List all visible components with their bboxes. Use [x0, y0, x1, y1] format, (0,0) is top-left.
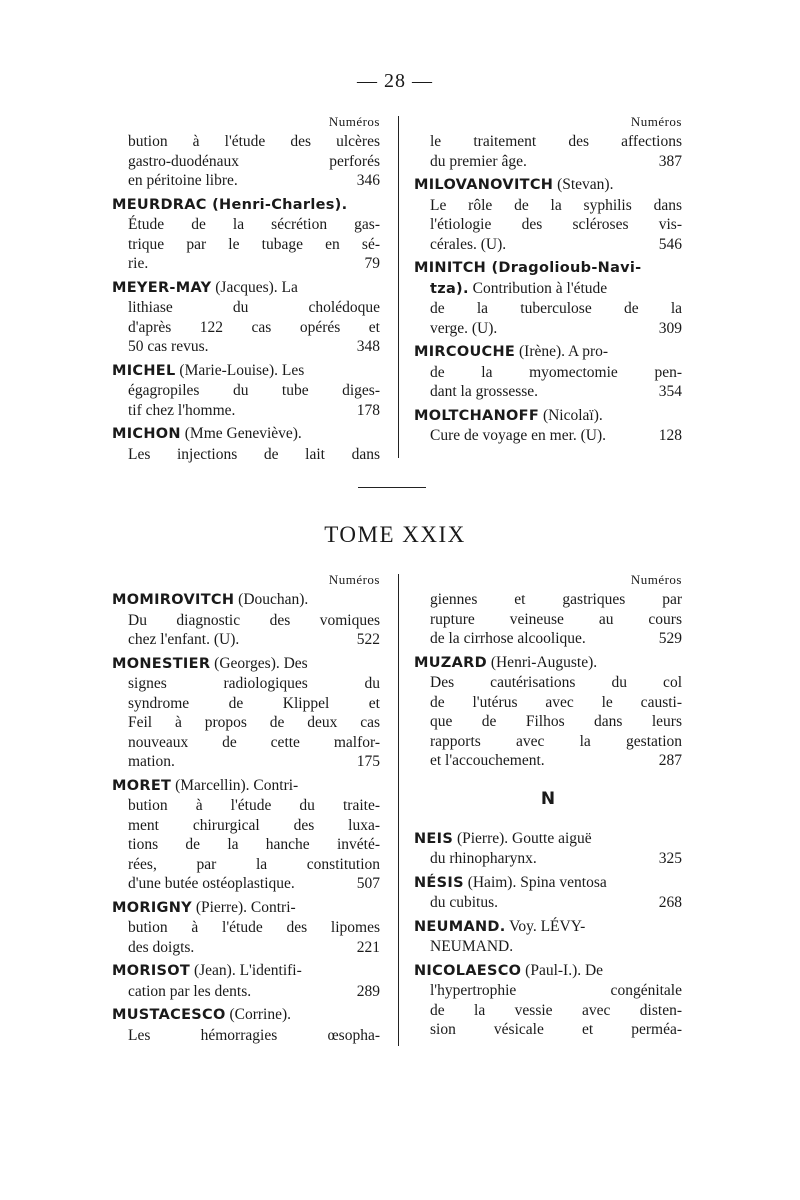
- tome-28-section: [112, 112, 684, 462]
- index-entry: [414, 132, 682, 171]
- thesis-number: 507: [356, 875, 380, 892]
- entry-text: de la myomectomie pen-: [430, 363, 682, 381]
- author-name: MORISOT: [112, 963, 191, 979]
- entry-text: (Irène). A pro-: [515, 343, 609, 360]
- index-entry: [414, 175, 682, 254]
- thesis-number: 178: [356, 401, 380, 419]
- entry-text: (Stevan).: [553, 176, 614, 193]
- tome-29-right-column: [414, 570, 682, 1044]
- entry-line: [112, 171, 380, 191]
- entry-text: (Henri-Auguste).: [486, 653, 598, 671]
- thesis-number: 522: [356, 631, 380, 648]
- index-entry: [112, 776, 380, 894]
- entry-text: (Marcellin). Contri-: [171, 776, 299, 794]
- tome-28-right-column: [414, 112, 682, 450]
- author-name: MONESTIER: [112, 655, 211, 672]
- entry-line: [112, 445, 380, 465]
- entry-line: [112, 318, 380, 338]
- entry-text: égagropiles du tube diges-: [128, 382, 380, 399]
- tome-28-left-column: [112, 112, 380, 468]
- entry-line: [414, 653, 682, 674]
- entry-text: dant la grossesse.: [430, 383, 539, 400]
- entry-list: [414, 590, 682, 771]
- entry-line: [414, 215, 682, 235]
- entry-text: signes radiologiques du: [128, 675, 380, 692]
- entry-line: [414, 961, 682, 982]
- index-entry: [414, 829, 682, 869]
- author-name: NÉSIS: [414, 874, 464, 891]
- entry-text: d'une butée ostéoplastique.: [128, 875, 295, 892]
- entry-line: [112, 195, 380, 216]
- author-name: NEUMAND.: [414, 918, 506, 935]
- entry-text: (Haim). Spina ventosa: [463, 873, 607, 891]
- entry-text: (Corrine).: [225, 1006, 292, 1023]
- entry-line: [112, 796, 380, 816]
- entry-line: [112, 401, 380, 421]
- entry-text: cérales. (U).: [430, 235, 507, 253]
- entry-text: rapports avec la gestation: [430, 732, 682, 750]
- index-entry: [112, 424, 380, 464]
- entry-line: [414, 917, 682, 938]
- entry-text: du rhinopharynx.: [430, 850, 537, 867]
- entry-line: [112, 337, 380, 357]
- entry-line: [112, 752, 380, 772]
- entry-text: de la cirrhose alcoolique.: [430, 630, 586, 647]
- entry-line: [414, 258, 682, 279]
- entry-text: du premier âge.: [430, 152, 527, 170]
- entry-line: [112, 254, 380, 274]
- entry-line: [414, 132, 682, 152]
- tome-title: TOME XXIX: [324, 522, 466, 547]
- entry-line: [112, 361, 380, 382]
- thesis-number: 354: [658, 383, 682, 400]
- author-name: MINITCH (Dragolioub-Navi-: [414, 260, 642, 276]
- entry-text: (Nicolaï).: [539, 406, 603, 424]
- entry-text: gastro-duodénaux perforés: [128, 152, 380, 170]
- entry-line: [414, 829, 682, 850]
- column-header-numeros: Numéros: [328, 572, 380, 587]
- index-entry: [112, 898, 380, 958]
- entry-text: NEUMAND.: [430, 938, 514, 955]
- entry-text: Voy. LÉVY-: [505, 917, 586, 935]
- entry-text: lithiase du cholédoque: [128, 299, 380, 316]
- index-entry: [112, 654, 380, 772]
- entry-text: (Jacques). La: [211, 278, 298, 296]
- entry-text: Les injections de lait dans: [128, 445, 380, 463]
- entry-text: sion vésicale et perméa-: [430, 1021, 682, 1038]
- entry-text: le traitement des affections: [430, 133, 682, 150]
- entry-line: [112, 816, 380, 836]
- entry-line: [414, 693, 682, 713]
- entry-line: [112, 1026, 380, 1046]
- entry-line: [112, 713, 380, 733]
- entry-text: (Pierre). Goutte aiguë: [453, 829, 592, 847]
- entry-line: [414, 937, 682, 957]
- entry-line: [112, 630, 380, 650]
- entry-line: [414, 849, 682, 869]
- entry-text: cation par les dents.: [128, 982, 252, 1000]
- author-name: MUSTACESCO: [112, 1007, 226, 1023]
- entry-line: [414, 629, 682, 649]
- entry-text: Des cautérisations du col: [430, 674, 682, 691]
- entry-line: [112, 590, 380, 611]
- entry-text: de l'utérus avec le causti-: [430, 693, 682, 711]
- entry-text: (Pierre). Contri-: [191, 898, 296, 916]
- entry-text: (Paul-I.). De: [521, 961, 604, 979]
- entry-line: [112, 776, 380, 797]
- entry-line: [112, 694, 380, 714]
- index-entry: [414, 873, 682, 913]
- entry-text: d'après 122 cas opérés et: [128, 318, 380, 336]
- entry-line: [414, 196, 682, 216]
- entry-text: tions de la hanche invété-: [128, 836, 380, 853]
- entry-text: des doigts.: [128, 938, 195, 956]
- author-name: MEURDRAC (Henri-Charles).: [112, 196, 348, 213]
- entry-line: [414, 382, 682, 402]
- entry-line: [414, 893, 682, 913]
- index-entry: [112, 590, 380, 650]
- entry-text: tif chez l'homme.: [128, 401, 236, 419]
- thesis-number: 529: [658, 630, 682, 647]
- index-entry: [414, 258, 682, 338]
- author-name: MIRCOUCHE: [414, 344, 516, 360]
- entry-line: [414, 751, 682, 771]
- tome-29-section: [112, 570, 684, 1050]
- entry-text: rées, par la constitution: [128, 855, 380, 873]
- entry-line: [414, 342, 682, 363]
- entry-line: [414, 235, 682, 255]
- entry-line: [414, 406, 682, 427]
- entry-text: Du diagnostic des vomiques: [128, 611, 380, 629]
- entry-line: [414, 873, 682, 894]
- entry-text: Étude de la sécrétion gas-: [128, 216, 380, 233]
- index-entry: [414, 961, 682, 1040]
- author-name: NEIS: [414, 830, 454, 847]
- entry-text: rupture veineuse au cours: [430, 610, 682, 628]
- entry-line: [414, 279, 682, 300]
- entry-list: [414, 829, 682, 1040]
- author-name: MUZARD: [414, 654, 487, 671]
- entry-line: [112, 215, 380, 235]
- entry-text: (Douchan).: [234, 591, 309, 608]
- column-divider: [398, 574, 399, 1046]
- thesis-number: 175: [356, 753, 380, 770]
- entry-line: [414, 732, 682, 752]
- letter-heading: N: [540, 788, 556, 809]
- entry-line: [112, 235, 380, 255]
- entry-list: [112, 590, 380, 1045]
- entry-line: [112, 938, 380, 958]
- entry-line: [112, 152, 380, 172]
- author-name: MEYER-MAY: [112, 279, 212, 296]
- entry-line: [414, 1001, 682, 1021]
- author-name: NICOLAESCO: [414, 962, 522, 979]
- thesis-number: 268: [658, 894, 682, 911]
- entry-list: [414, 132, 682, 446]
- entry-text: bution à l'étude du traite-: [128, 797, 380, 814]
- entry-line: [414, 363, 682, 383]
- entry-text: verge. (U).: [430, 319, 498, 337]
- thesis-number: 387: [658, 152, 682, 170]
- entry-line: [112, 855, 380, 875]
- section-rule: [358, 487, 426, 488]
- entry-text: mation.: [128, 753, 175, 770]
- thesis-number: 546: [658, 235, 682, 253]
- entry-text: giennes et gastriques par: [430, 591, 682, 608]
- index-entry: [414, 342, 682, 402]
- entry-line: [112, 918, 380, 938]
- entry-text: (Mme Geneviève).: [180, 425, 302, 442]
- entry-text: en péritoine libre.: [128, 172, 238, 189]
- entry-text: que de Filhos dans leurs: [430, 713, 682, 730]
- entry-text: syndrome de Klippel et: [128, 694, 380, 712]
- entry-text: bution à l'étude des lipomes: [128, 919, 380, 936]
- entry-line: [112, 298, 380, 318]
- entry-text: Contribution à l'étude: [468, 279, 608, 297]
- entry-line: [112, 961, 380, 982]
- entry-text: et l'accouchement.: [430, 752, 545, 769]
- index-entry: [112, 132, 380, 191]
- entry-line: [414, 610, 682, 630]
- column-divider: [398, 116, 399, 458]
- thesis-number: 221: [356, 938, 380, 956]
- author-name: MILOVANOVITCH: [414, 177, 554, 193]
- author-name: MORIGNY: [112, 899, 192, 916]
- entry-text: (Georges). Des: [210, 654, 308, 672]
- entry-line: [112, 424, 380, 445]
- entry-line: [112, 381, 380, 401]
- entry-line: [414, 319, 682, 339]
- entry-text: trique par le tubage en sé-: [128, 235, 380, 253]
- entry-line: [414, 299, 682, 319]
- entry-line: [414, 1020, 682, 1040]
- entry-line: [414, 590, 682, 610]
- entry-text: bution à l'étude des ulcères: [128, 133, 380, 150]
- thesis-number: 348: [356, 338, 380, 355]
- index-entry: [414, 653, 682, 771]
- entry-line: [112, 733, 380, 753]
- author-name: MORET: [112, 777, 172, 794]
- entry-text: ment chirurgical des luxa-: [128, 816, 380, 834]
- index-entry: [112, 195, 380, 274]
- entry-text: Cure de voyage en mer. (U).: [430, 427, 607, 444]
- author-name: MOMIROVITCH: [112, 592, 235, 608]
- entry-line: [112, 898, 380, 919]
- entry-text: rie.: [128, 255, 149, 272]
- author-name: MICHEL: [112, 362, 176, 379]
- tome-29-left-column: [112, 570, 380, 1049]
- author-name: MOLTCHANOFF: [414, 407, 540, 424]
- author-name: MICHON: [112, 426, 181, 442]
- column-header-numeros: Numéros: [630, 114, 682, 129]
- index-entry: [112, 961, 380, 1001]
- index-entry: [414, 590, 682, 649]
- entry-text: Feil à propos de deux cas: [128, 714, 380, 731]
- entry-line: [112, 132, 380, 152]
- entry-line: [414, 426, 682, 446]
- entry-text: Le rôle de la syphilis dans: [430, 196, 682, 214]
- index-entry: [414, 917, 682, 957]
- thesis-number: 325: [658, 850, 682, 867]
- author-name: tza).: [430, 280, 469, 297]
- index-entry: [112, 1005, 380, 1045]
- entry-line: [414, 981, 682, 1001]
- entry-text: du cubitus.: [430, 894, 499, 911]
- thesis-number: 287: [658, 752, 682, 769]
- index-entry: [112, 278, 380, 357]
- entry-text: (Marie-Louise). Les: [175, 361, 305, 379]
- page-number: — 28 —: [357, 70, 433, 92]
- thesis-number: 309: [658, 319, 682, 337]
- entry-line: [112, 835, 380, 855]
- entry-list: [112, 132, 380, 464]
- entry-line: [112, 278, 380, 299]
- entry-line: [112, 674, 380, 694]
- entry-text: l'hypertrophie congénitale: [430, 982, 682, 999]
- entry-line: [112, 874, 380, 894]
- entry-text: (Jean). L'identifi-: [190, 962, 302, 979]
- column-header-numeros: Numéros: [630, 572, 682, 587]
- entry-line: [112, 1005, 380, 1026]
- entry-text: l'étiologie des scléroses vis-: [430, 216, 682, 233]
- entry-text: de la vessie avec disten-: [430, 1001, 682, 1019]
- entry-text: nouveaux de cette malfor-: [128, 733, 380, 751]
- thesis-number: 79: [364, 255, 380, 272]
- thesis-number: 346: [356, 172, 380, 189]
- index-entry: [414, 406, 682, 446]
- index-entry: [112, 361, 380, 421]
- entry-text: 50 cas revus.: [128, 338, 209, 355]
- entry-line: [414, 152, 682, 172]
- thesis-number: 128: [658, 427, 682, 444]
- entry-line: [414, 712, 682, 732]
- entry-text: de la tuberculose de la: [430, 300, 682, 317]
- entry-line: [112, 654, 380, 675]
- entry-line: [112, 982, 380, 1002]
- entry-text: chez l'enfant. (U).: [128, 631, 240, 648]
- thesis-number: 289: [356, 982, 380, 1000]
- entry-line: [414, 673, 682, 693]
- entry-line: [414, 175, 682, 196]
- column-header-numeros: Numéros: [328, 114, 380, 129]
- entry-text: Les hémorragies œsopha-: [128, 1026, 380, 1044]
- entry-line: [112, 611, 380, 631]
